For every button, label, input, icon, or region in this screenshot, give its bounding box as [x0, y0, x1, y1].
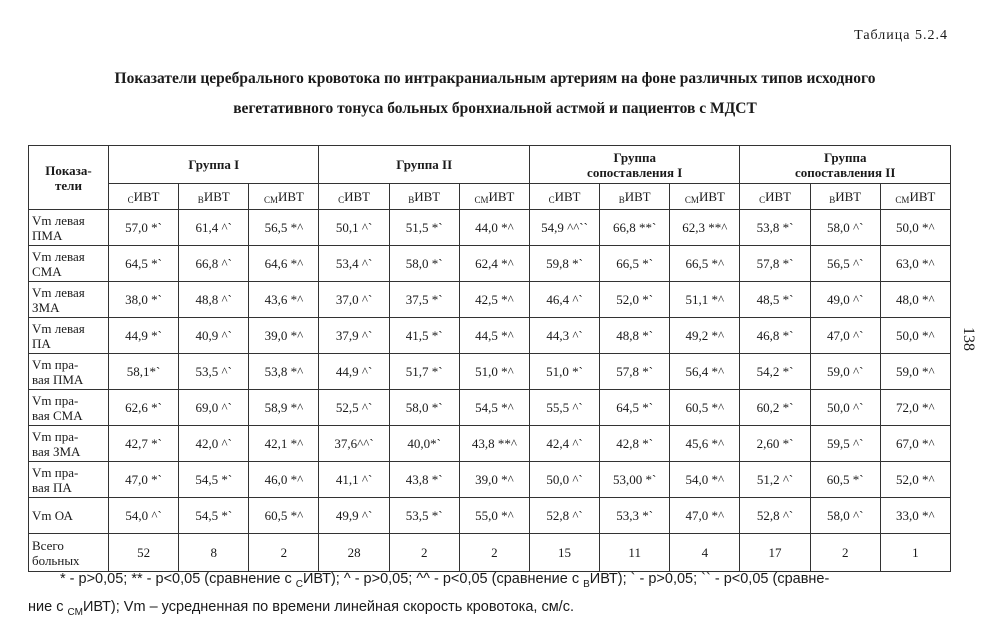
value-cell: 62,3 **^ [670, 210, 740, 246]
value-cell: 58,0 ^` [810, 210, 880, 246]
subheader-cell: $_В$ИВТ [600, 184, 670, 210]
value-cell: 56,4 *^ [670, 354, 740, 390]
value-cell: 49,0 ^` [810, 282, 880, 318]
value-cell: 50,0 *^ [880, 318, 950, 354]
value-cell: 60,5 *^ [249, 498, 319, 534]
value-cell: 2 [459, 534, 529, 572]
value-cell: 47,0 *` [109, 462, 179, 498]
value-cell: 51,0 *^ [459, 354, 529, 390]
value-cell: 48,0 *^ [880, 282, 950, 318]
subheader-row [29, 184, 951, 210]
group-header: Группа II [319, 146, 529, 184]
value-cell: 55,0 *^ [459, 498, 529, 534]
value-cell: 47,0 ^` [810, 318, 880, 354]
value-cell: 2 [389, 534, 459, 572]
subheader-cell: $_В$ИВТ [389, 184, 459, 210]
value-cell: 59,0 ^` [810, 354, 880, 390]
value-cell: 2,60 *` [740, 426, 810, 462]
value-cell: 37,6^^` [319, 426, 389, 462]
row-label: Vm левая ЗМА [29, 282, 109, 318]
value-cell: 39,0 *^ [459, 462, 529, 498]
table-row [29, 498, 951, 534]
value-cell: 53,8 *` [740, 210, 810, 246]
value-cell: 48,5 *` [740, 282, 810, 318]
value-cell: 53,8 *^ [249, 354, 319, 390]
row-label: Vm левая ПМА [29, 210, 109, 246]
value-cell: 48,8 ^` [179, 282, 249, 318]
table-row [29, 426, 951, 462]
table-label: Таблица 5.2.4 [854, 28, 948, 43]
value-cell: 54,5 *` [179, 462, 249, 498]
value-cell: 57,8 *` [600, 354, 670, 390]
value-cell: 41,1 ^` [319, 462, 389, 498]
footnote-line: ние с $_{СМ}$ИВТ); Vm – усредненная по времени линейная скорость кровотока, см/с. [28, 598, 574, 618]
value-cell: 11 [600, 534, 670, 572]
value-cell: 54,0 *^ [670, 462, 740, 498]
value-cell: 38,0 *` [109, 282, 179, 318]
value-cell: 40,9 ^` [179, 318, 249, 354]
value-cell: 46,4 ^` [529, 282, 599, 318]
value-cell: 42,4 ^` [529, 426, 599, 462]
value-cell: 41,5 *` [389, 318, 459, 354]
value-cell: 52,8 ^` [740, 498, 810, 534]
value-cell: 66,8 ^` [179, 246, 249, 282]
value-cell: 42,8 *` [600, 426, 670, 462]
row-label: Vm пра- вая ПМА [29, 354, 109, 390]
table-row [29, 282, 951, 318]
value-cell: 52,8 ^` [529, 498, 599, 534]
value-cell: 51,1 *^ [670, 282, 740, 318]
value-cell: 42,0 ^` [179, 426, 249, 462]
value-cell: 47,0 *^ [670, 498, 740, 534]
value-cell: 58,1*` [109, 354, 179, 390]
value-cell: 58,0 ^` [810, 498, 880, 534]
value-cell: 52 [109, 534, 179, 572]
value-cell: 15 [529, 534, 599, 572]
subheader-cell: $_В$ИВТ [179, 184, 249, 210]
value-cell: 53,4 ^` [319, 246, 389, 282]
value-cell: 59,5 ^` [810, 426, 880, 462]
value-cell: 66,5 *` [600, 246, 670, 282]
value-cell: 67,0 *^ [880, 426, 950, 462]
value-cell: 56,5 ^` [810, 246, 880, 282]
value-cell: 50,0 ^` [810, 390, 880, 426]
table-row [29, 318, 951, 354]
indicator-header: Показа- тели [29, 146, 109, 210]
table-body [29, 210, 951, 572]
value-cell: 51,0 *` [529, 354, 599, 390]
value-cell: 58,9 *^ [249, 390, 319, 426]
table-row [29, 210, 951, 246]
value-cell: 44,9 *` [109, 318, 179, 354]
value-cell: 53,3 *` [600, 498, 670, 534]
table-row [29, 534, 951, 572]
row-label: Vm пра- вая ЗМА [29, 426, 109, 462]
value-cell: 57,8 *` [740, 246, 810, 282]
header-row [29, 146, 951, 184]
group-header: Группа I [109, 146, 319, 184]
table-row [29, 390, 951, 426]
value-cell: 51,7 *` [389, 354, 459, 390]
value-cell: 69,0 ^` [179, 390, 249, 426]
value-cell: 59,0 *^ [880, 354, 950, 390]
subheader-cell: $_С$ИВТ [740, 184, 810, 210]
value-cell: 63,0 *^ [880, 246, 950, 282]
value-cell: 54,2 *` [740, 354, 810, 390]
value-cell: 44,9 ^` [319, 354, 389, 390]
value-cell: 62,6 *` [109, 390, 179, 426]
value-cell: 42,1 *^ [249, 426, 319, 462]
value-cell: 62,4 *^ [459, 246, 529, 282]
subheader-cell: $_{СМ}$ИВТ [249, 184, 319, 210]
value-cell: 51,2 ^` [740, 462, 810, 498]
value-cell: 44,5 *^ [459, 318, 529, 354]
value-cell: 2 [249, 534, 319, 572]
value-cell: 52,5 ^` [319, 390, 389, 426]
group-header: Группа сопоставления I [529, 146, 740, 184]
page-number: 138 [960, 327, 977, 351]
value-cell: 55,5 ^` [529, 390, 599, 426]
table-row [29, 462, 951, 498]
row-label: Vm левая ПА [29, 318, 109, 354]
value-cell: 51,5 *` [389, 210, 459, 246]
table-row [29, 354, 951, 390]
value-cell: 54,5 *^ [459, 390, 529, 426]
value-cell: 2 [810, 534, 880, 572]
value-cell: 17 [740, 534, 810, 572]
value-cell: 33,0 *^ [880, 498, 950, 534]
footnote-line: * - р>0,05; ** - р<0,05 (сравнение с $_С$ИВТ); ^ - р>0,05; ^^ - р<0,05 (сравнение с $_В$ИВТ); ` - р>0,05; `` - р<0,05 (сравне- [60, 571, 830, 590]
value-cell: 64,5 *` [600, 390, 670, 426]
row-label: Vm пра- вая СМА [29, 390, 109, 426]
row-label: Всего больных [29, 534, 109, 572]
value-cell: 54,9 ^^`` [529, 210, 599, 246]
value-cell: 37,9 ^` [319, 318, 389, 354]
value-cell: 53,00 *` [600, 462, 670, 498]
row-label: Vm пра- вая ПА [29, 462, 109, 498]
group-header: Группа сопоставления II [740, 146, 951, 184]
subheader-cell: $_{СМ}$ИВТ [670, 184, 740, 210]
value-cell: 44,3 ^` [529, 318, 599, 354]
table-title-line: вегетативного тонуса больных бронхиальной астмой и пациентов с МДСТ [233, 100, 757, 117]
value-cell: 53,5 ^` [179, 354, 249, 390]
value-cell: 72,0 *^ [880, 390, 950, 426]
subheader-cell: $_С$ИВТ [529, 184, 599, 210]
value-cell: 49,2 *^ [670, 318, 740, 354]
value-cell: 37,0 ^` [319, 282, 389, 318]
value-cell: 42,7 *` [109, 426, 179, 462]
value-cell: 44,0 *^ [459, 210, 529, 246]
value-cell: 60,5 *` [810, 462, 880, 498]
row-label: Vm ОА [29, 498, 109, 534]
value-cell: 48,8 *` [600, 318, 670, 354]
subheader-cell: $_В$ИВТ [810, 184, 880, 210]
value-cell: 59,8 *` [529, 246, 599, 282]
value-cell: 42,5 *^ [459, 282, 529, 318]
value-cell: 28 [319, 534, 389, 572]
value-cell: 8 [179, 534, 249, 572]
value-cell: 61,4 ^` [179, 210, 249, 246]
value-cell: 52,0 *` [600, 282, 670, 318]
subheader-cell: $_С$ИВТ [319, 184, 389, 210]
value-cell: 64,6 *^ [249, 246, 319, 282]
subheader-cell: $_С$ИВТ [109, 184, 179, 210]
value-cell: 40,0*` [389, 426, 459, 462]
value-cell: 1 [880, 534, 950, 572]
value-cell: 39,0 *^ [249, 318, 319, 354]
value-cell: 66,5 *^ [670, 246, 740, 282]
value-cell: 43,6 *^ [249, 282, 319, 318]
value-cell: 46,8 *` [740, 318, 810, 354]
value-cell: 64,5 *` [109, 246, 179, 282]
value-cell: 49,9 ^` [319, 498, 389, 534]
value-cell: 58,0 *` [389, 246, 459, 282]
table-title [30, 64, 960, 124]
value-cell: 52,0 *^ [880, 462, 950, 498]
value-cell: 45,6 *^ [670, 426, 740, 462]
subheader-cell: $_{СМ}$ИВТ [880, 184, 950, 210]
value-cell: 50,1 ^` [319, 210, 389, 246]
value-cell: 50,0 *^ [880, 210, 950, 246]
value-cell: 66,8 **` [600, 210, 670, 246]
table-title-line: Показатели церебрального кровотока по интракраниальным артериям на фоне различных типов исходного [114, 70, 876, 87]
value-cell: 56,5 *^ [249, 210, 319, 246]
value-cell: 50,0 ^` [529, 462, 599, 498]
subheader-cell: $_{СМ}$ИВТ [459, 184, 529, 210]
footnote [28, 568, 958, 624]
value-cell: 60,2 *` [740, 390, 810, 426]
value-cell: 43,8 *` [389, 462, 459, 498]
value-cell: 53,5 *` [389, 498, 459, 534]
blood-flow-table [28, 145, 951, 572]
value-cell: 46,0 *^ [249, 462, 319, 498]
value-cell: 57,0 *` [109, 210, 179, 246]
table-row [29, 246, 951, 282]
row-label: Vm левая СМА [29, 246, 109, 282]
value-cell: 58,0 *` [389, 390, 459, 426]
value-cell: 54,5 *` [179, 498, 249, 534]
value-cell: 54,0 ^` [109, 498, 179, 534]
value-cell: 37,5 *` [389, 282, 459, 318]
value-cell: 60,5 *^ [670, 390, 740, 426]
value-cell: 4 [670, 534, 740, 572]
value-cell: 43,8 **^ [459, 426, 529, 462]
